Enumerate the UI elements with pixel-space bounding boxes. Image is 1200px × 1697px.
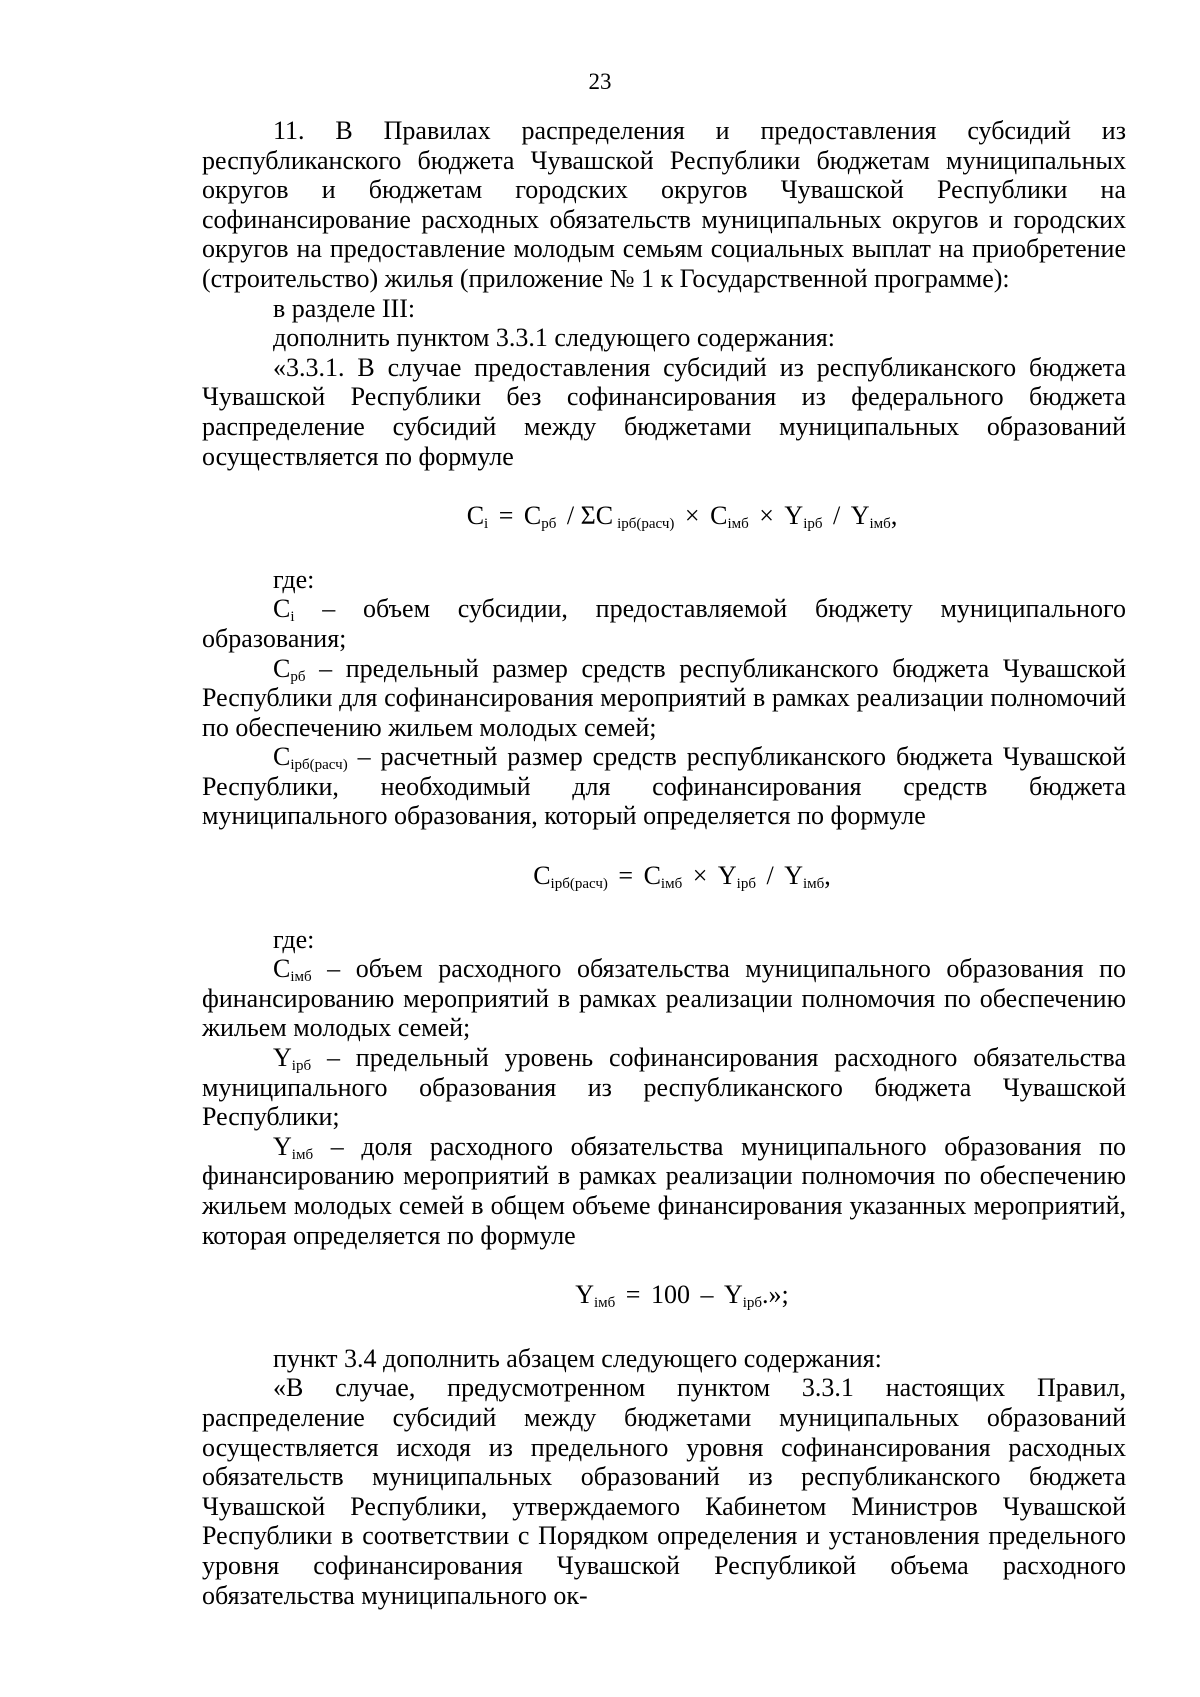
- definition-cimb: $C_{iмб}$ – объем расходного обязательства муниципального образования по финансированию мероприятий в рамках реализации полномочия по обеспечению жильем молодых семей;: [202, 954, 1126, 1043]
- formula-ci: $C_i = C_{рб} / \Sigma C$ $_{iрб(расч)} \times C_{iмб} \times Y_{iрб} / Y_{iмб}$,: [466, 501, 898, 533]
- page-number: 23: [588, 69, 612, 94]
- definition-ci: $C_i$ – объем субсидии, предоставляемой бюджету муниципального образования;: [202, 594, 1126, 653]
- formula-yimb: $Y_{iмб} = 100 - Y_{iрб}$.»;: [575, 1280, 789, 1312]
- definition-yirb: $Y_{iрб}$ – предельный уровень софинансирования расходного обязательства муниципального образования из республиканского бюджета Чувашской Республики;: [202, 1043, 1126, 1132]
- paragraph-add-clause: дополнить пунктом 3.3.1 следующего содержания:: [273, 323, 835, 353]
- paragraph-clause-3-4-text: «В случае, предусмотренном пунктом 3.3.1 настоящих Правил, распределение субсидий между бюджетами муниципальных образований осуществляется исходя из предельного уровня софинансирования расходных обязательств муниципальных образований из республиканского бюджета Чувашской Республики, утверждаемого Кабинетом Министров Чувашской Республики в соответствии с Порядком определения и установления предельного уровня софинансирования Чувашской Республикой объема расходного обязательства муниципального ок-: [202, 1373, 1126, 1610]
- definition-crb: $C_{рб}$ – предельный размер средств республиканского бюджета Чувашской Республики для софинансирования мероприятий в рамках реализации полномочий по обеспечению жильем молодых семей;: [202, 653, 1126, 742]
- formula-cirb-rasch: $C_{iрб(расч)} = C_{iмб} \times Y_{iрб} / Y_{iмб}$,: [533, 861, 831, 893]
- paragraph-11: 11. В Правилах распределения и предоставления субсидий из республиканского бюджета Чувашской Республики бюджетам муниципальных округов и бюджетам городских округов Чувашской Республики на софинансирование расходных обязательств муниципальных округов и городских округов на предоставление молодым семьям социальных выплат на приобретение (строительство) жилья (приложение № 1 к Государственной программе):: [202, 116, 1126, 293]
- definition-yimb: $Y_{iмб}$ – доля расходного обязательства муниципального образования по финансированию мероприятий в рамках реализации полномочия по обеспечению жильем молодых семей в общем объеме финансирования указанных мероприятий, которая определяется по формуле: [202, 1131, 1126, 1250]
- where-label-1: где:: [273, 564, 315, 594]
- where-label-2: где:: [273, 924, 315, 954]
- paragraph-clause-3-3-1: «3.3.1. В случае предоставления субсидий из республиканского бюджета Чувашской Республики без софинансирования из федерального бюджета распределение субсидий между бюджетами муниципальных образований осуществляется по формуле: [202, 352, 1126, 471]
- definition-cirb-rasch: $C_{iрб(расч)}$ – расчетный размер средств республиканского бюджета Чувашской Республики, необходимый для софинансирования средств бюджета муниципального образования, который определяется по формуле: [202, 742, 1126, 831]
- paragraph-clause-3-4: пункт 3.4 дополнить абзацем следующего содержания:: [273, 1343, 882, 1373]
- document-body: [202, 116, 1126, 1610]
- paragraph-section-iii: в разделе III:: [273, 293, 416, 323]
